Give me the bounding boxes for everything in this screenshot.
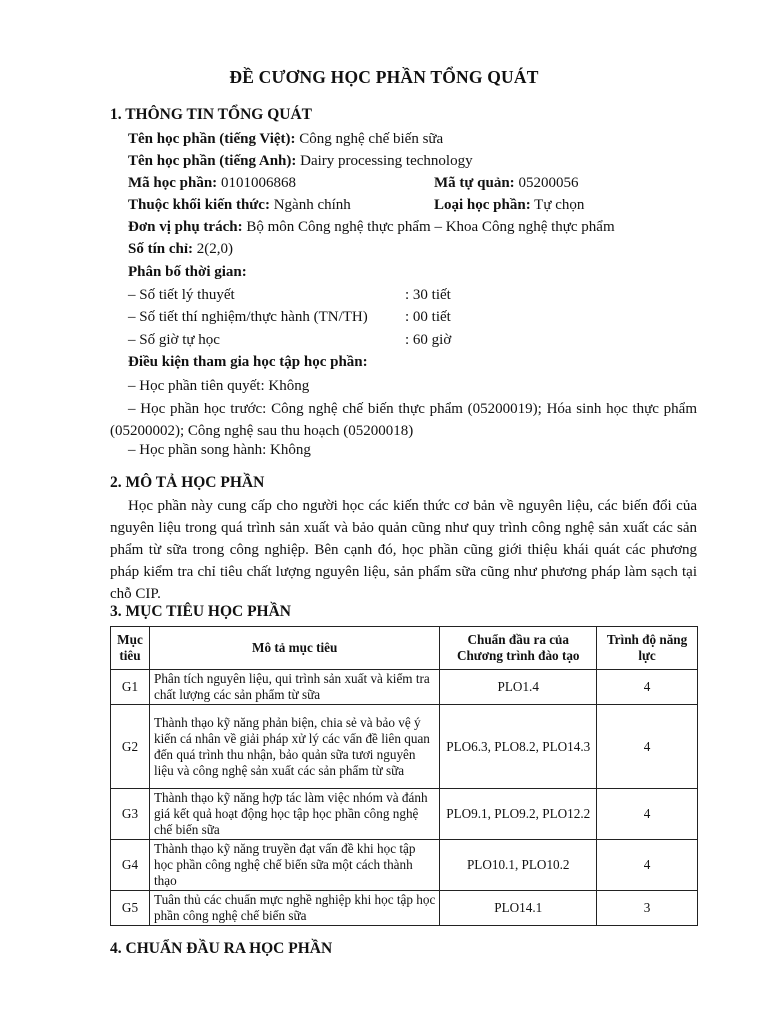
section-1-heading: 1. THÔNG TIN TỔNG QUÁT	[110, 106, 312, 123]
course-name-vi-label: Tên học phần (tiếng Việt):	[128, 131, 296, 147]
level-cell: 3	[597, 891, 698, 926]
table-row	[111, 840, 698, 891]
knowledge-block-label: Thuộc khối kiến thức:	[128, 197, 270, 213]
section-3-heading: 3. MỤC TIÊU HỌC PHẦN	[110, 603, 291, 620]
course-code-label: Mã học phần:	[128, 175, 218, 191]
description-cell: Phân tích nguyên liệu, qui trình sản xuất và kiểm tra chất lượng các sản phẩm từ sữa	[149, 670, 439, 705]
time-item-label: – Số tiết lý thuyết	[128, 287, 235, 303]
level-cell: 4	[597, 670, 698, 705]
time-item-value: : 30 tiết	[405, 287, 451, 303]
responsible-unit-label: Đơn vị phụ trách:	[128, 219, 243, 235]
conditions-label: Điều kiện tham gia học tập học phần:	[128, 354, 368, 370]
course-type-label: Loại học phần:	[434, 197, 531, 213]
parallel-course-line: – Học phần song hành: Không	[128, 442, 311, 458]
course-description-text: Học phần này cung cấp cho người học các kiến thức cơ bản về nguyên liệu, các biến đổi của nguyên liệu trong quá trình sản xuất và bảo quản cũng như quy trình công nghệ sản xuất các sản phẩm từ sữa trong công nghiệp. Bên cạnh đó, học phần cũng giới thiệu khái quát các phương pháp kiểm tra chỉ tiêu chất lượng nguyên liệu, sản phẩm sữa cũng như phương pháp làm sạch tại chỗ CIP.	[110, 498, 697, 602]
credits-label: Số tín chỉ:	[128, 241, 194, 257]
self-code-label: Mã tự quản:	[434, 175, 515, 191]
knowledge-block-row	[128, 194, 351, 216]
description-cell: Thành thạo kỹ năng hợp tác làm việc nhóm và đánh giá kết quả hoạt động học tập học phần công nghệ chế biến sữa	[149, 789, 439, 840]
table-header-row	[111, 627, 698, 670]
level-cell: 4	[597, 789, 698, 840]
plo-cell: PLO14.1	[440, 891, 597, 926]
credits-row	[128, 238, 233, 260]
header-level: Trình độ năng lực	[597, 627, 698, 670]
time-item-self-study	[128, 329, 220, 351]
course-name-en-value: Dairy processing technology	[296, 153, 473, 169]
prerequisite-line: – Học phần tiên quyết: Không	[128, 378, 310, 394]
table-row	[111, 789, 698, 840]
section-2-heading: 2. MÔ TẢ HỌC PHẦN	[110, 474, 265, 491]
course-name-vi-value: Công nghệ chế biến sữa	[295, 131, 444, 147]
goal-cell: G1	[111, 670, 150, 705]
description-cell: Thành thạo kỹ năng phản biện, chia sẻ và bảo vệ ý kiến cá nhân về giải pháp xử lý các vấn đề liên quan đến quá trình thu nhận, bảo quản sữa tươi nguyên liệu và công nghệ sản xuất các sản phẩm từ sữa	[149, 705, 439, 789]
level-cell: 4	[597, 840, 698, 891]
time-item-value: : 60 giờ	[405, 332, 452, 348]
time-item-practice	[128, 306, 368, 328]
table-row	[111, 705, 698, 789]
goal-cell: G4	[111, 840, 150, 891]
description-cell: Tuân thủ các chuẩn mực nghề nghiệp khi học tập học phần công nghệ chế biến sữa	[149, 891, 439, 926]
description-cell: Thành thạo kỹ năng truyền đạt vấn đề khi học tập học phần công nghệ chế biến sữa một cách thành thạo	[149, 840, 439, 891]
self-code-row	[434, 172, 578, 194]
responsible-unit-row	[128, 216, 615, 238]
goal-cell: G5	[111, 891, 150, 926]
course-name-en-label: Tên học phần (tiếng Anh):	[128, 153, 297, 169]
responsible-unit-value: Bộ môn Công nghệ thực phẩm – Khoa Công nghệ thực phẩm	[242, 219, 615, 235]
objectives-table	[110, 626, 698, 926]
course-name-en-row	[128, 150, 473, 172]
time-item-value: : 00 tiết	[405, 309, 451, 325]
plo-cell: PLO1.4	[440, 670, 597, 705]
course-type-value: Tự chọn	[530, 197, 585, 213]
table-row	[111, 891, 698, 926]
course-name-vi-row	[128, 128, 443, 150]
goal-cell: G3	[111, 789, 150, 840]
section-4-heading: 4. CHUẨN ĐẦU RA HỌC PHẦN	[110, 940, 333, 957]
time-item-label: – Số giờ tự học	[128, 332, 220, 348]
prior-courses-paragraph	[110, 398, 697, 442]
credits-value: 2(2,0)	[193, 241, 234, 257]
course-code-row	[128, 172, 296, 194]
course-type-row	[434, 194, 584, 216]
header-goal: Mục tiêu	[111, 627, 150, 670]
plo-cell: PLO6.3, PLO8.2, PLO14.3	[440, 705, 597, 789]
header-description: Mô tả mục tiêu	[149, 627, 439, 670]
goal-cell: G2	[111, 705, 150, 789]
course-code-value: 0101006868	[217, 175, 296, 191]
document-title: ĐỀ CƯƠNG HỌC PHẦN TỔNG QUÁT	[229, 67, 539, 87]
self-code-value: 05200056	[514, 175, 579, 191]
plo-cell: PLO9.1, PLO9.2, PLO12.2	[440, 789, 597, 840]
time-distribution-label: Phân bố thời gian:	[128, 264, 247, 280]
time-item-label: – Số tiết thí nghiệm/thực hành (TN/TH)	[128, 309, 368, 325]
header-plo: Chuẩn đầu ra của Chương trình đào tạo	[440, 627, 597, 670]
knowledge-block-value: Ngành chính	[269, 197, 351, 213]
time-item-theory	[128, 284, 235, 306]
prior-courses-text: – Học phần học trước: Công nghệ chế biến thực phẩm (05200019); Hóa sinh học thực phẩm (05200002); Công nghệ sau thu hoạch (05200018)	[110, 401, 697, 439]
table-row	[111, 670, 698, 705]
course-description	[110, 495, 697, 605]
plo-cell: PLO10.1, PLO10.2	[440, 840, 597, 891]
level-cell: 4	[597, 705, 698, 789]
